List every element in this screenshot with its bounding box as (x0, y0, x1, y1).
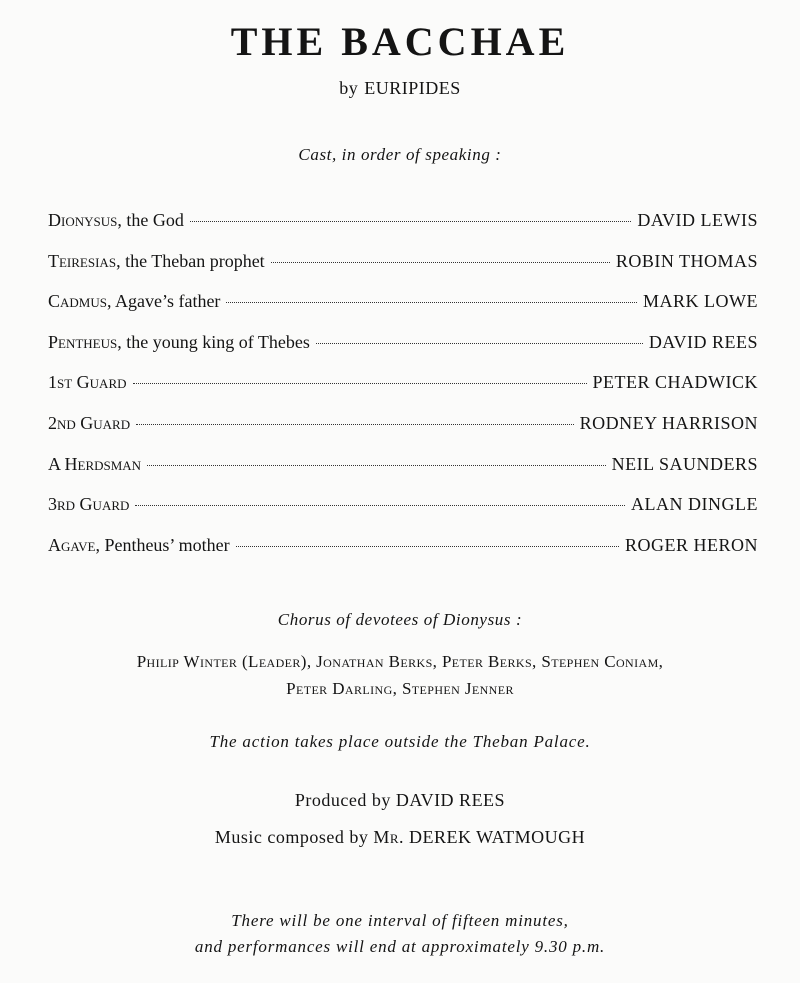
cast-row (48, 210, 758, 251)
role-name: Pentheus (48, 331, 118, 352)
dot-leader (135, 505, 625, 506)
cast-list (48, 210, 758, 575)
actor-name: ROBIN THOMAS (615, 250, 758, 271)
role (48, 413, 130, 434)
music-credit (0, 827, 800, 848)
cast-row (48, 332, 758, 373)
interval-line-2: and performances will end at approximately 9.30 p.m. (194, 937, 606, 956)
producer-credit (0, 790, 800, 811)
actor-name: ALAN DINGLE (631, 494, 758, 515)
dot-leader (316, 343, 643, 344)
cast-row (48, 372, 758, 413)
play-title: THE BACCHAE (230, 19, 570, 64)
cast-row (48, 454, 758, 495)
author-line (0, 78, 800, 99)
cast-row (48, 251, 758, 292)
role-name: Dionysus (48, 210, 118, 230)
role-name: 1st Guard (48, 372, 127, 393)
dot-leader (147, 465, 606, 466)
interval-line-1: There will be one interval of fifteen minutes, (231, 911, 569, 930)
actor-name: MARK LOWE (643, 291, 758, 312)
by-word: by (339, 78, 359, 98)
actor-name: RODNEY HARRISON (579, 412, 758, 433)
role-name: A Herdsman (48, 453, 142, 474)
cast-row (48, 291, 758, 332)
composer-title: Mr. (373, 827, 404, 847)
dot-leader (133, 383, 587, 384)
author-name: EURIPIDES (364, 78, 461, 98)
chorus-members (60, 648, 740, 702)
role-name: 3rd Guard (48, 494, 130, 515)
role (48, 251, 265, 272)
role-name: Cadmus (48, 291, 107, 312)
chorus-line-1: Philip Winter (Leader), Jonathan Berks, Peter Berks, Stephen Coniam, (136, 652, 664, 671)
dot-leader (236, 546, 619, 547)
actor-name: PETER CHADWICK (592, 372, 758, 393)
role-description: , the Theban prophet (116, 250, 265, 271)
actor-name: DAVID REES (648, 331, 758, 352)
chorus-heading: Chorus of devotees of Dionysus : (277, 610, 523, 629)
interval-note (0, 908, 800, 960)
role (48, 535, 230, 556)
role (48, 332, 310, 353)
role-name: 2nd Guard (48, 412, 131, 433)
dot-leader (136, 424, 574, 425)
producer-name: DAVID REES (395, 790, 506, 810)
composer-name: DEREK WATMOUGH (409, 827, 586, 847)
role-description: , Agave’s father (106, 291, 221, 312)
dot-leader (271, 262, 610, 263)
dot-leader (190, 221, 632, 222)
role-description: , the God (117, 210, 184, 230)
cast-row (48, 535, 758, 576)
produced-label: Produced by (294, 790, 391, 810)
dot-leader (226, 302, 637, 303)
role-description: , the young king of Thebes (117, 331, 310, 352)
cast-row (48, 413, 758, 454)
role-description: , Pentheus’ mother (95, 534, 230, 555)
actor-name: ROGER HERON (624, 534, 758, 555)
role-name: Agave (48, 534, 96, 555)
role (48, 454, 141, 475)
cast-row (48, 494, 758, 535)
chorus-line-2: Peter Darling, Stephen Jenner (286, 679, 514, 698)
actor-name: NEIL SAUNDERS (611, 453, 758, 474)
role-name: Teiresias (48, 250, 117, 271)
role (48, 372, 127, 393)
setting-note: The action takes place outside the Theban Palace. (209, 732, 591, 751)
music-label: Music composed by (214, 827, 369, 847)
cast-heading: Cast, in order of speaking : (298, 145, 502, 164)
role (48, 494, 129, 515)
role (48, 210, 184, 231)
actor-name: DAVID LEWIS (637, 210, 758, 230)
role (48, 291, 220, 312)
